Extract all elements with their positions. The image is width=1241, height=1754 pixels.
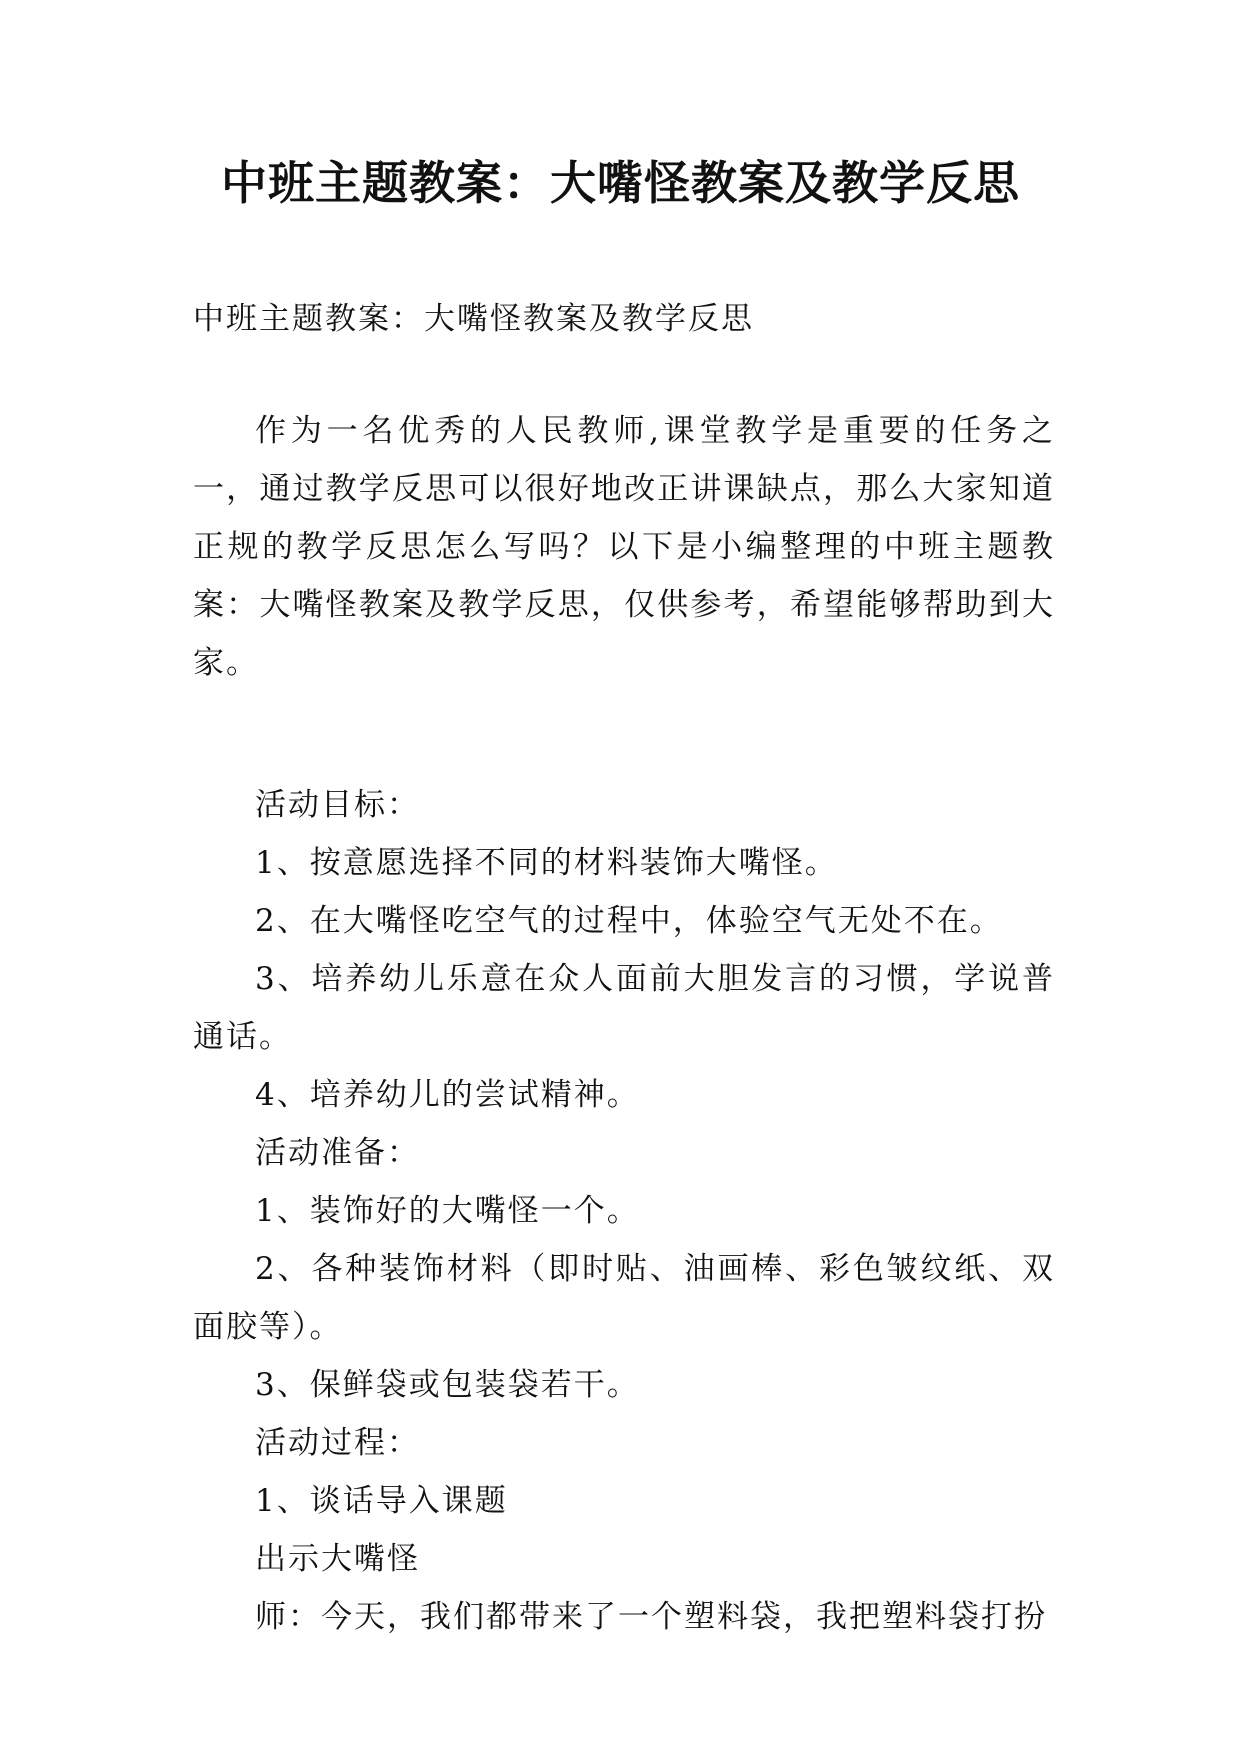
process-step-1: 1、谈话导入课题	[255, 1483, 508, 1519]
goal-item-3: 3、培养幼儿乐意在众人面前大胆发言的习惯，学说普通话。	[193, 961, 1055, 1055]
process-text: 师：今天，我们都带来了一个塑料袋，我把塑料袋打扮	[255, 1599, 1047, 1635]
document-subtitle: 中班主题教案：大嘴怪教案及教学反思	[193, 301, 754, 337]
document-title: 中班主题教案：大嘴怪教案及教学反思	[221, 156, 1020, 210]
intro-paragraph: 作为一名优秀的人民教师,课堂教学是重要的任务之一，通过教学反思可以很好地改正讲课缺点，那么大家知道正规的教学反思怎么写吗？以下是小编整理的中班主题教案：大嘴怪教案及教学反思，仅供参考，希望能够帮助到大家。	[193, 413, 1055, 681]
goal-item-2: 2、在大嘴怪吃空气的过程中，体验空气无处不在。	[255, 903, 1003, 939]
process-text: 出示大嘴怪	[255, 1541, 420, 1577]
heading-activity-process: 活动过程：	[255, 1425, 420, 1461]
goal-item-1: 1、按意愿选择不同的材料装饰大嘴怪。	[255, 845, 838, 881]
prep-item-1: 1、装饰好的大嘴怪一个。	[255, 1193, 640, 1229]
goal-item-4: 4、培养幼儿的尝试精神。	[255, 1077, 640, 1113]
heading-activity-goals: 活动目标：	[255, 787, 420, 823]
document-body	[193, 402, 1055, 1646]
prep-item-3: 3、保鲜袋或包装袋若干。	[255, 1367, 640, 1403]
prep-item-2: 2、各种装饰材料（即时贴、油画棒、彩色皱纹纸、双面胶等）。	[193, 1251, 1055, 1345]
heading-activity-preparation: 活动准备：	[255, 1135, 420, 1171]
